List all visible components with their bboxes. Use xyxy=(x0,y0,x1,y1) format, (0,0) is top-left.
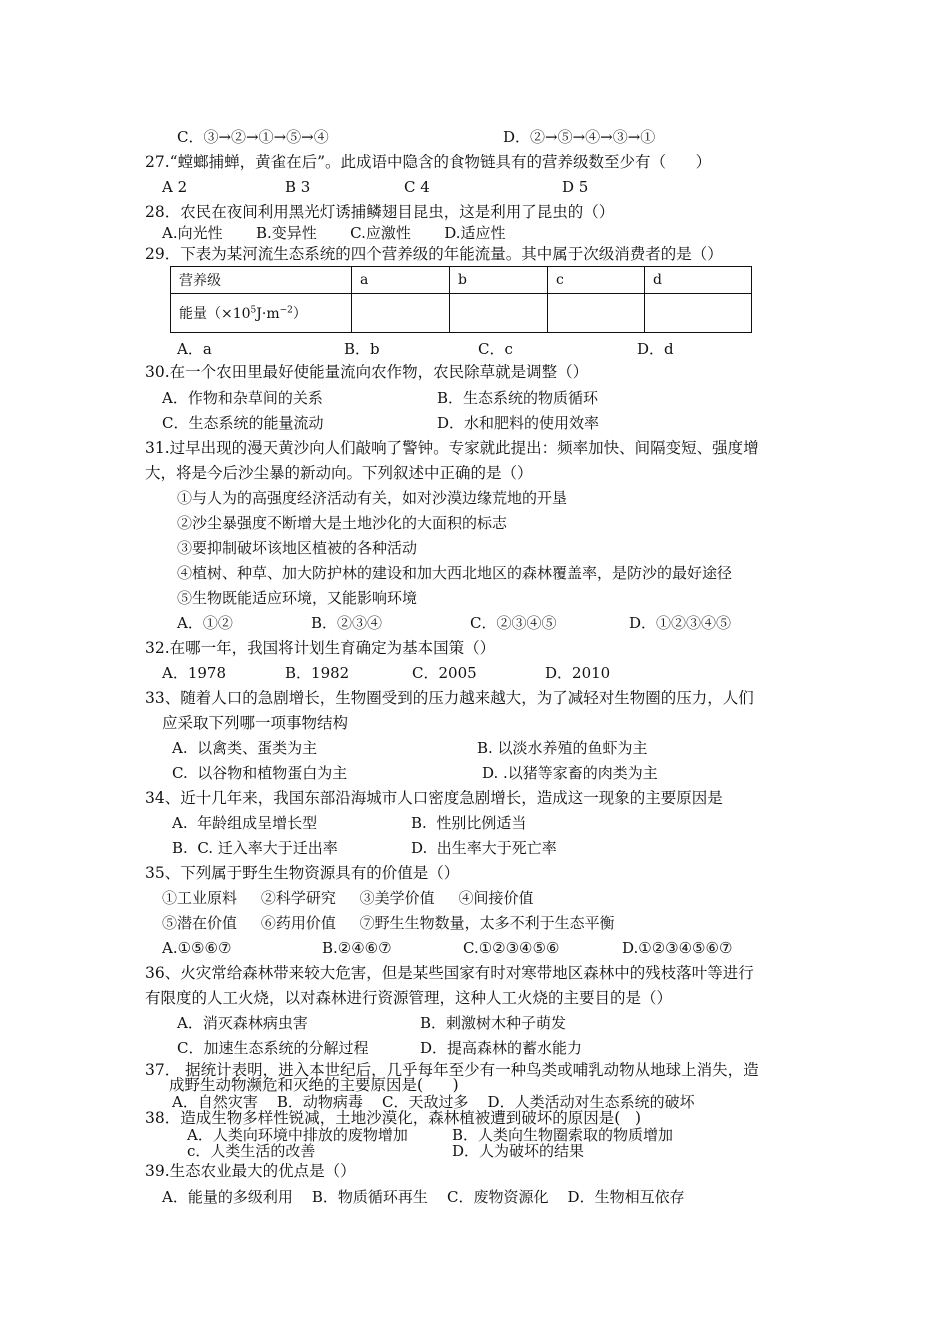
q36-stem-line1: 36、火灾常给森林带来较大危害，但是某些国家有时对寒带地区森林中的残枝落叶等进行 xyxy=(145,964,754,982)
energy-table xyxy=(170,266,752,333)
q36-option-a: A．消灭森林病虫害 xyxy=(177,1014,308,1032)
q39-stem: 39.生态农业最大的优点是（） xyxy=(145,1162,356,1180)
q31-stem-line2: 大，将是今后沙尘暴的新动向。下列叙述中正确的是（） xyxy=(145,464,533,482)
q34-stem: 34、近十几年来，我国东部沿海城市人口密度急剧增长，造成这一现象的主要原因是 xyxy=(145,789,723,807)
q33-option-d: D. .以猪等家畜的肉类为主 xyxy=(482,764,658,782)
q35-items-row2: ⑤潜在价值 ⑥药用价值 ⑦野生生物数量，太多不利于生态平衡 xyxy=(162,914,615,932)
table-cell xyxy=(352,294,450,333)
q27-option-d: D 5 xyxy=(562,178,589,196)
q31-statement-1: ①与人为的高强度经济活动有关，如对沙漠边缘荒地的开垦 xyxy=(177,489,568,507)
q37-stem-line2: 成野生动物濒危和灭绝的主要原因是( ) xyxy=(169,1076,459,1094)
q36-option-d: D．提高森林的蓄水能力 xyxy=(420,1039,583,1057)
q33-stem-line1: 33、随着人口的急剧增长，生物圈受到的压力越来越大，为了减轻对生物圈的压力，人们 xyxy=(145,689,754,707)
table-row xyxy=(171,294,752,333)
q37-stem-line1: 37． 据统计表明，进入本世纪后，几乎每年至少有一种鸟类或哺乳动物从地球上消失，造 xyxy=(145,1061,759,1079)
q29-option-d: D．d xyxy=(637,340,674,358)
q32-option-b: B．1982 xyxy=(285,664,350,682)
q33-option-b: B. 以淡水养殖的鱼虾为主 xyxy=(477,739,648,757)
q27-option-c: C 4 xyxy=(404,178,430,196)
q31-option-d: D．①②③④⑤ xyxy=(629,614,732,632)
table-cell xyxy=(645,294,752,333)
q38-option-c: c．人类生活的改善 xyxy=(187,1142,316,1160)
q27-option-b: B 3 xyxy=(285,178,311,196)
table-header-a: a xyxy=(352,267,450,294)
q38-option-b: B．人类向生物圈索取的物质增加 xyxy=(452,1126,674,1144)
q31-option-b: B．②③④ xyxy=(311,614,383,632)
q28-stem: 28．农民在夜间利用黑光灯诱捕鳞翅目昆虫，这是利用了昆虫的（） xyxy=(145,203,615,221)
q31-option-c: C．②③④⑤ xyxy=(470,614,557,632)
q31-stem-line1: 31.过早出现的漫天黄沙向人们敲响了警钟。专家就此提出：频率加快、间隔变短、强度增 xyxy=(145,439,759,457)
q32-stem: 32.在哪一年，我国将计划生育确定为基本国策（） xyxy=(145,639,496,657)
q29-option-b: B．b xyxy=(344,340,380,358)
table-cell xyxy=(450,294,548,333)
q30-option-c: C．生态系统的能量流动 xyxy=(162,414,324,432)
q34-option-b: B. 性别比例适当 xyxy=(411,814,527,832)
q35-option-b: B.②④⑥⑦ xyxy=(322,939,392,957)
q30-option-d: D．水和肥料的使用效率 xyxy=(437,414,600,432)
q32-option-a: A．1978 xyxy=(162,664,227,682)
q31-option-a: A．①② xyxy=(177,614,233,632)
table-header-trophic-level: 营养级 xyxy=(171,267,352,294)
q35-option-d: D.①②③④⑤⑥⑦ xyxy=(622,939,733,957)
q29-option-c: C．c xyxy=(478,340,513,358)
table-cell xyxy=(548,294,645,333)
q27-option-a: A 2 xyxy=(162,178,188,196)
energy-label-prefix: 能量（×10 xyxy=(179,306,251,322)
q34-option-d: D. 出生率大于死亡率 xyxy=(411,839,557,857)
q30-option-b: B．生态系统的物质循环 xyxy=(437,389,599,407)
energy-label-exponent: 5 xyxy=(250,305,257,316)
q38-option-a: A．人类向环境中排放的废物增加 xyxy=(187,1126,408,1144)
q35-option-c: C.①②③④⑤⑥ xyxy=(463,939,560,957)
q35-items-row1: ①工业原料 ②科学研究 ③美学价值 ④间接价值 xyxy=(162,889,534,907)
energy-label-exponent-2: −2 xyxy=(279,305,293,316)
q32-option-d: D．2010 xyxy=(545,664,611,682)
q27-stem: 27.“螳螂捕蝉，黄雀在后”。此成语中隐含的食物链具有的营养级数至少有（ ） xyxy=(145,153,712,171)
q34-option-a: A. 年龄组成呈增长型 xyxy=(172,814,318,832)
table-header-c: c xyxy=(548,267,645,294)
table-energy-label xyxy=(171,294,352,333)
q33-option-c: C. 以谷物和植物蛋白为主 xyxy=(172,764,348,782)
q28-options: A.向光性 B.变异性 C.应激性 D.适应性 xyxy=(162,224,506,242)
table-header-b: b xyxy=(450,267,548,294)
q33-stem-line2: 应采取下列哪一项事物结构 xyxy=(162,714,349,732)
q39-options: A．能量的多级利用 B．物质循环再生 C．废物资源化 D．生物相互依存 xyxy=(162,1188,685,1206)
q31-statement-5: ⑤生物既能适应环境，又能影响环境 xyxy=(177,589,418,607)
q33-option-a: A. 以禽类、蛋类为主 xyxy=(172,739,318,757)
q31-statement-3: ③要抑制破坏该地区植被的各种活动 xyxy=(177,539,418,557)
q38-stem: 38．造成生物多样性锐减，土地沙漠化，森林植被遭到破坏的原因是( ) xyxy=(145,1109,642,1127)
q35-option-a: A.①⑤⑥⑦ xyxy=(162,939,232,957)
table-row xyxy=(171,267,752,294)
q36-stem-line2: 有限度的人工火烧，以对森林进行资源管理，这种人工火烧的主要目的是（） xyxy=(145,989,673,1007)
q36-option-c: C．加速生态系统的分解过程 xyxy=(177,1039,369,1057)
q29-stem: 29．下表为某河流生态系统的四个营养级的年能流量。其中属于次级消费者的是（） xyxy=(145,245,723,263)
energy-label-unit: J·m xyxy=(256,306,280,322)
table-header-d: d xyxy=(645,267,752,294)
energy-label-suffix: ） xyxy=(292,306,307,322)
q38-option-d: D．人为破坏的结果 xyxy=(452,1142,585,1160)
q34-option-c: B. C. 迁入率大于迁出率 xyxy=(172,839,338,857)
q31-statement-4: ④植树、种草、加大防护林的建设和加大西北地区的森林覆盖率，是防沙的最好途径 xyxy=(177,564,733,582)
q31-statement-2: ②沙尘暴强度不断增大是土地沙化的大面积的标志 xyxy=(177,514,508,532)
q26-option-c: C．③→②→①→⑤→④ xyxy=(177,128,329,146)
q30-option-a: A．作物和杂草间的关系 xyxy=(162,389,323,407)
q32-option-c: C．2005 xyxy=(412,664,477,682)
q35-stem: 35、下列属于野生生物资源具有的价值是（） xyxy=(145,864,460,882)
q26-option-d: D．②→⑤→④→③→① xyxy=(503,128,656,146)
q37-options: A．自然灾害 B．动物病毒 C．天敌过多 D．人类活动对生态系统的破坏 xyxy=(172,1093,695,1111)
q36-option-b: B．刺激树木种子萌发 xyxy=(420,1014,567,1032)
q30-stem: 30.在一个农田里最好使能量流向农作物，农民除草就是调整（） xyxy=(145,363,589,381)
q29-option-a: A．a xyxy=(177,340,212,358)
